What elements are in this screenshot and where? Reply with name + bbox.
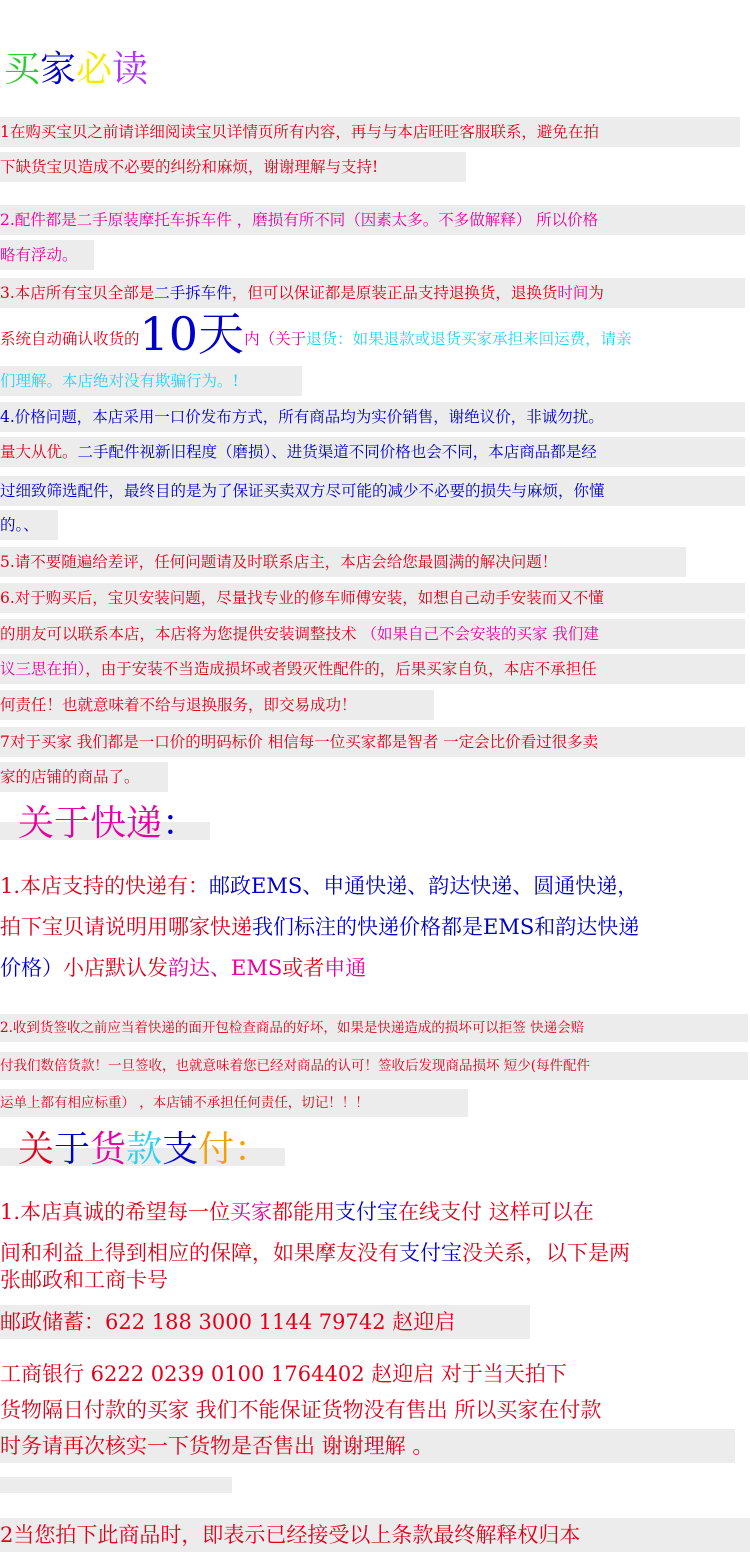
p3-line3: 们理解。本店绝对没有欺骗行为。! <box>0 366 302 396</box>
e1-line2: 拍下宝贝请说明用哪家快递我们标注的快递价格都是EMS和韵达快递 <box>0 915 640 939</box>
p1-line2: 下缺货宝贝造成不必要的纠纷和麻烦，谢谢理解与支持! <box>0 152 466 182</box>
e2-line1: 2.收到货签收之前应当着快递的面开包检查商品的好坏，如果是快递造成的损坏可以拒签 快递会赔 <box>0 1014 748 1042</box>
blank-highlight <box>0 1477 232 1493</box>
p6-line1: 6.对于购买后，宝贝安装问题，尽量找专业的修车师傅安装，如想自己动手安装而又不懂 <box>0 583 745 613</box>
p7-line1: 7对于买家 我们都是一口价的明码标价 相信每一位买家都是智者 一定会比价看过很多卖 <box>0 727 745 757</box>
title-char: 必 <box>76 49 113 90</box>
p6-line2: 的朋友可以联系本店，本店将为您提供安装调整技术 （如果自己不会安装的买家 我们建 <box>0 619 745 649</box>
e1-line1: 1.本店支持的快递有：邮政EMS、申通快递、韵达快递、圆通快递， <box>0 874 639 898</box>
p2-line2: 略有浮动。 <box>0 240 94 270</box>
p3-line1: 3.本店所有宝贝全部是二手拆车件，但可以保证都是原装正品支持退换货，退换货时间为 <box>0 278 745 308</box>
pay3-line2: 货物隔日付款的买家 我们不能保证货物没有售出 所以买家在付款 <box>0 1398 602 1422</box>
title-char: 读 <box>112 49 149 90</box>
title-char: 买 <box>4 49 41 90</box>
p4-line1: 4.价格问题，本店采用一口价发布方式，所有商品均为实价销售，谢绝议价，非诚勿扰。 <box>0 402 745 432</box>
pay4-line1: 2当您拍下此商品时，即表示已经接受以上条款最终解释权归本 <box>0 1518 750 1552</box>
p2-line1: 2.配件都是二手原装摩托车拆车件 ，磨损有所不同（因素太多。不多做解释） 所以价格 <box>0 205 745 235</box>
pay3-line3: 时务请再次核实一下货物是否售出 谢谢理解 。 <box>0 1429 735 1463</box>
p5-line1: 5.请不要随遍给差评，任何问题请及时联系店主，本店会给您最圆满的解决问题！ <box>0 547 686 577</box>
p6-line4: 何责任！也就意味着不给与退换服务，即交易成功！ <box>0 690 434 720</box>
p4-line3: 过细致筛选配件，最终目的是为了保证买卖双方尽可能的减少不必要的损失与麻烦，你懂 <box>0 476 745 506</box>
p3-line2: 系统自动确认收货的10天内（关于退货：如果退款或退货买家承担来回运费，请亲 <box>0 310 750 358</box>
e2-line2: 付我们数倍货款！一旦签收，也就意味着您已经对商品的认可！签收后发现商品损坏 短少(每件配件 <box>0 1052 748 1080</box>
p4-line4: 的。、 <box>0 510 58 540</box>
e2-line3: 运单上都有相应标重） ，本店铺不承担任何责任，切记！！！ <box>0 1089 468 1117</box>
payment-heading: 关于货款支付： <box>18 1129 271 1170</box>
e1-line3: 价格）小店默认发韵达、EMS或者申通 <box>0 956 367 980</box>
p7-line2: 家的店铺的商品了。 <box>0 762 168 792</box>
p4-line2: 量大从优。二手配件视新旧程度（磨损）、进货渠道不同价格也会不同，本店商品都是经 <box>0 437 745 467</box>
express-heading: 关于快递： <box>18 803 199 844</box>
ten-days: 10天 <box>139 310 245 358</box>
page-title <box>4 48 148 92</box>
postal-account: 邮政储蓄：622 188 3000 1144 79742 赵迎启 <box>0 1305 530 1339</box>
pay1-line2: 间和利益上得到相应的保障，如果摩友没有支付宝没关系，以下是两 <box>0 1241 630 1265</box>
pay1-line1: 1.本店真诚的希望每一位买家都能用支付宝在线支付 这样可以在 <box>0 1200 594 1224</box>
pay1-line3: 张邮政和工商卡号 <box>0 1268 168 1292</box>
p6-line3: 议三思在拍），由于安装不当造成损坏或者毁灭性配件的，后果买家自负，本店不承担任 <box>0 654 745 684</box>
p1-line1: 1在购买宝贝之前请详细阅读宝贝详情页所有内容，再与与本店旺旺客服联系，避免在拍 <box>0 117 740 147</box>
title-char: 家 <box>40 49 77 90</box>
pay3-line1: 工商银行 6222 0239 0100 1764402 赵迎启 对于当天拍下 <box>0 1362 567 1386</box>
